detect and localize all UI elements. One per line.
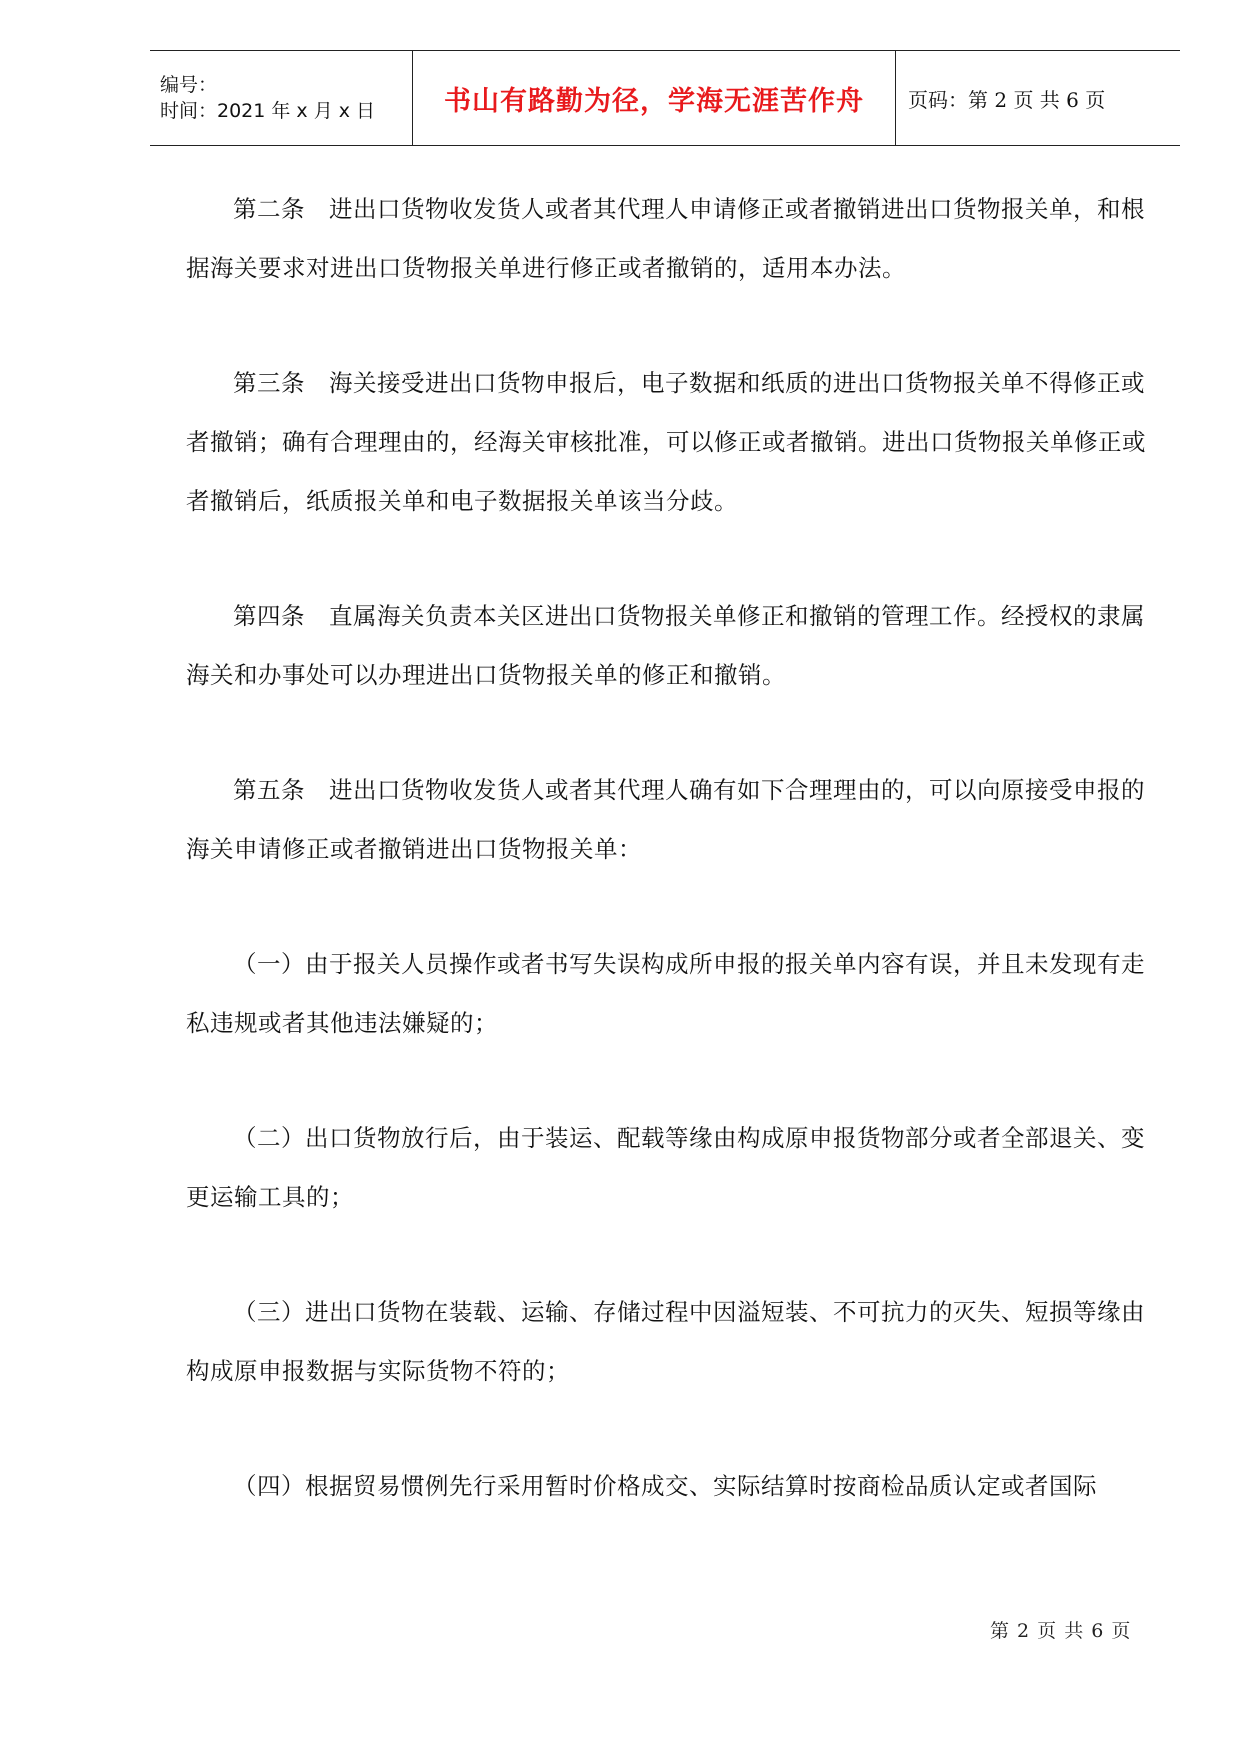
document-time-label: 时间：2021 年 x 月 x 日 — [160, 100, 376, 122]
paragraph-item-3: （三）进出口货物在装载、运输、存储过程中因溢短装、不可抗力的灭失、短损等缘由构成原申报数据与实际货物不符的； — [186, 1298, 1145, 1385]
paragraph-article-3: 第三条 海关接受进出口货物申报后，电子数据和纸质的进出口货物报关单不得修正或者撤销；确有合理理由的，经海关审核批准，可以修正或者撤销。进出口货物报关单修正或者撤销后，纸质报关单和电子数据报关单该当分歧。 — [186, 369, 1146, 515]
paragraph-item-1: （一）由于报关人员操作或者书写失误构成所申报的报关单内容有误，并且未发现有走私违规或者其他违法嫌疑的； — [186, 950, 1145, 1037]
document-number-label: 编号： — [160, 74, 218, 96]
document-body — [186, 180, 1146, 1572]
paragraph-item-2: （二）出口货物放行后，由于装运、配载等缘由构成原申报货物部分或者全部退关、变更运输工具的； — [186, 1124, 1145, 1211]
paragraph-article-4: 第四条 直属海关负责本关区进出口货物报关单修正和撤销的管理工作。经授权的隶属海关和办事处可以办理进出口货物报关单的修正和撤销。 — [186, 602, 1145, 689]
paragraph-article-5: 第五条 进出口货物收发货人或者其代理人确有如下合理理由的，可以向原接受申报的海关申请修正或者撤销进出口货物报关单： — [186, 776, 1145, 863]
paragraph-article-2: 第二条 进出口货物收发货人或者其代理人申请修正或者撤销进出口货物报关单，和根据海关要求对进出口货物报关单进行修正或者撤销的，适用本办法。 — [186, 195, 1145, 282]
header-page-number: 页码：第 2 页 共 6 页 — [908, 87, 1106, 112]
header-meta — [150, 51, 412, 145]
page-header — [150, 50, 1180, 146]
paragraph-item-4: （四）根据贸易惯例先行采用暂时价格成交、实际结算时按商检品质认定或者国际 — [233, 1472, 1097, 1500]
header-motto: 书山有路勤为径，学海无涯苦作舟 — [412, 51, 896, 145]
page-footer: 第 2 页 共 6 页 — [990, 1620, 1132, 1642]
